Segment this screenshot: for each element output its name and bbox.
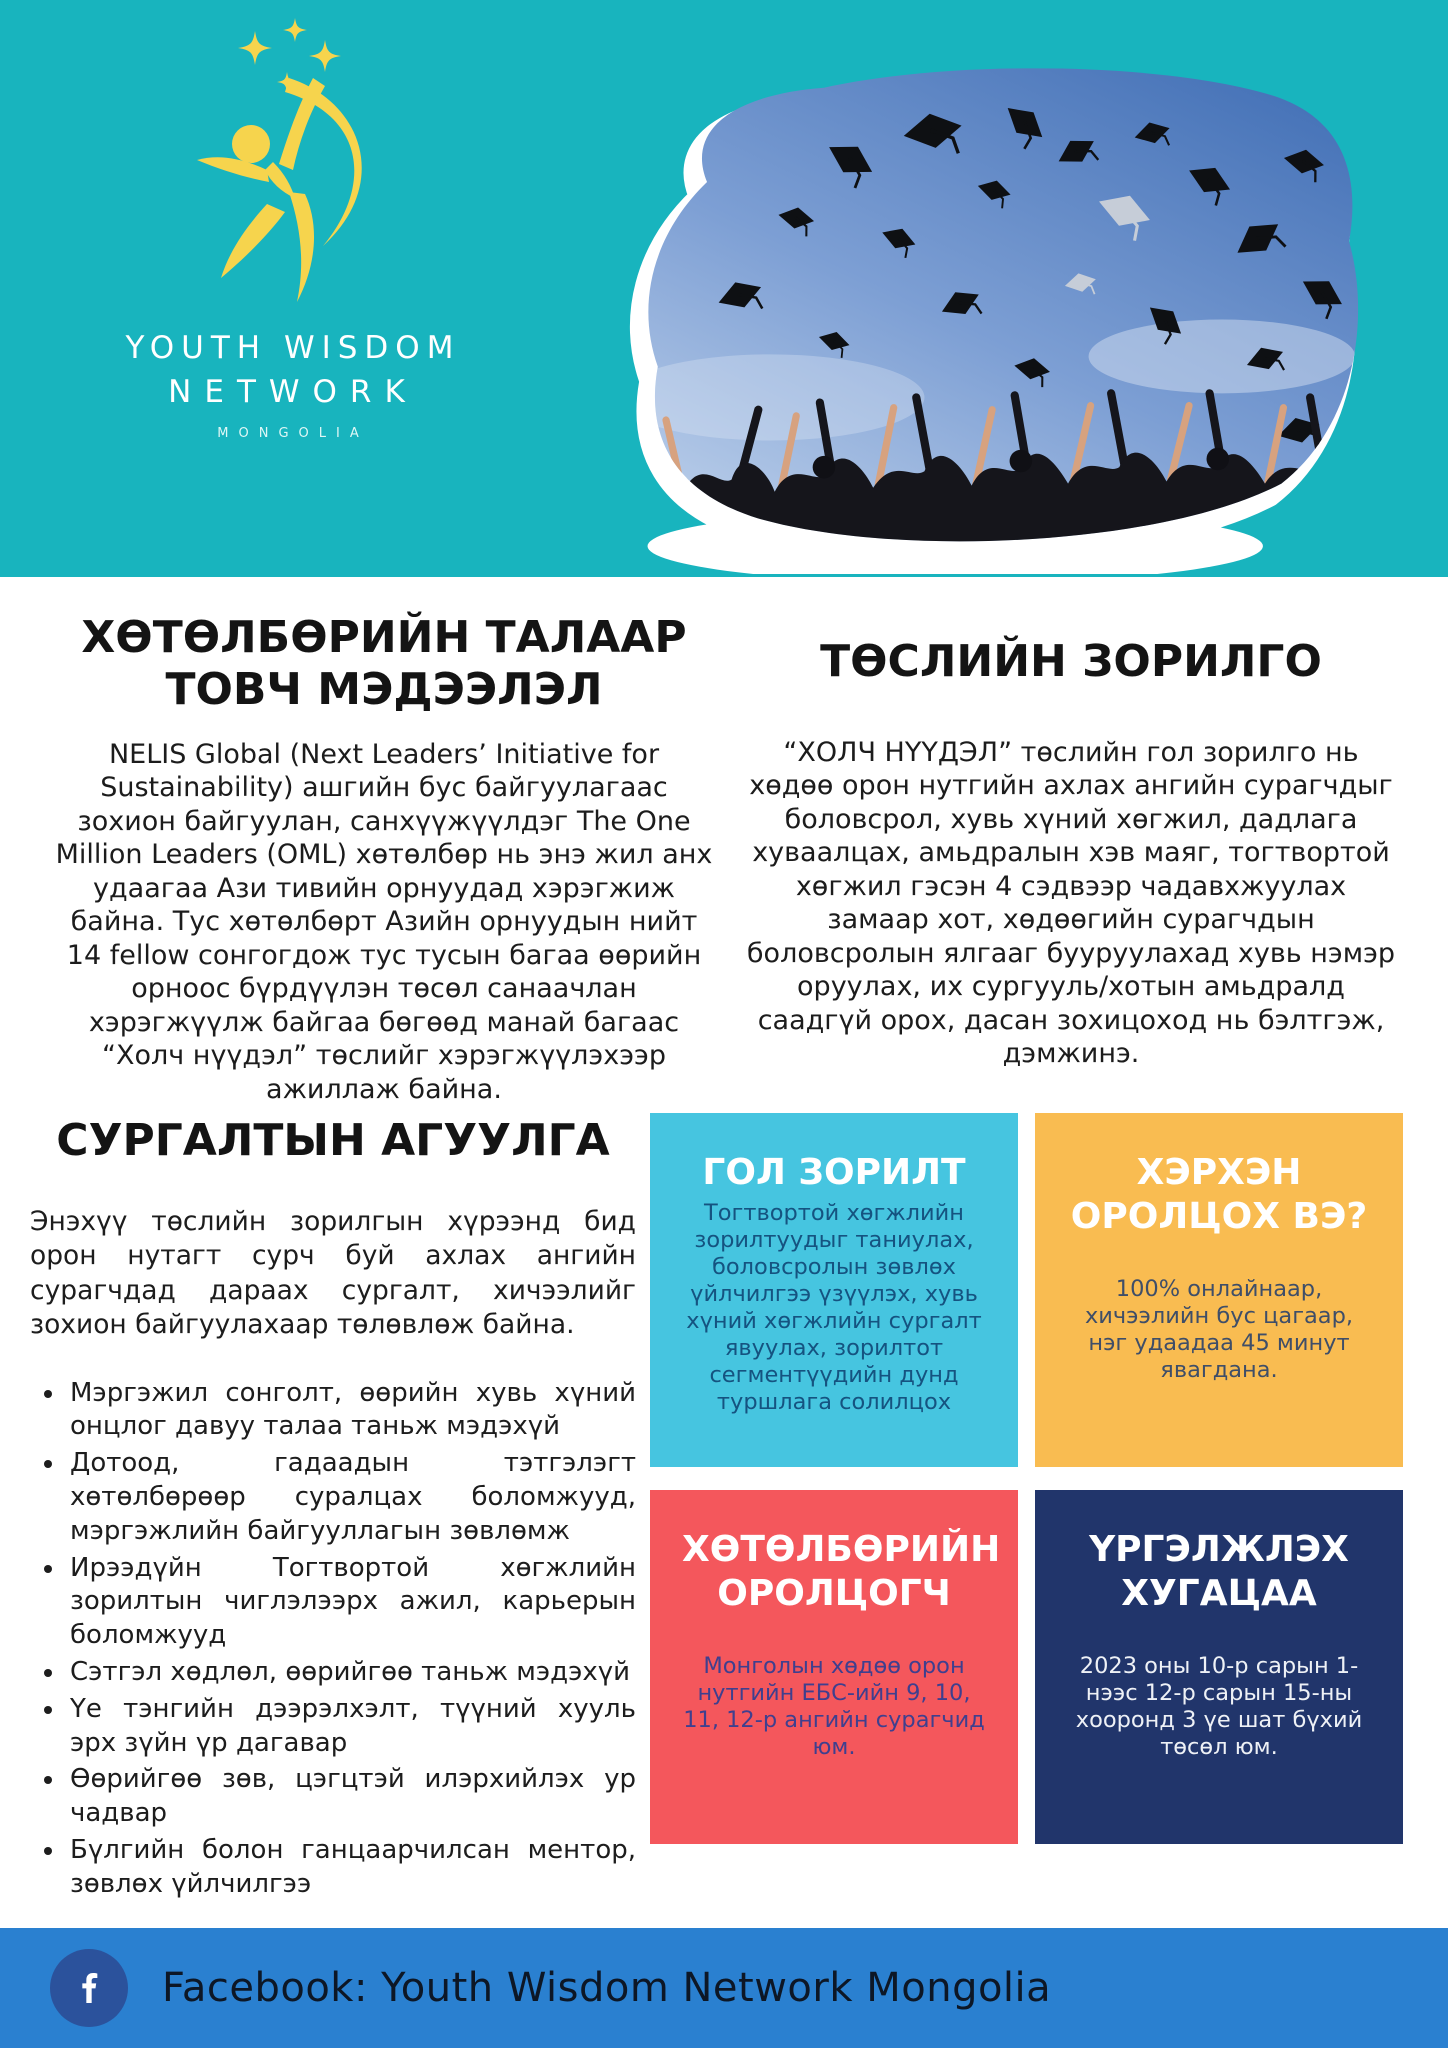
ywn-logo (0, 0, 560, 480)
bottom-section (30, 1105, 1418, 1905)
card-title: ҮРГЭЛЖЛЭХ ХУГАЦАА (1089, 1529, 1349, 1614)
card-title: ХӨТӨЛБӨРИЙН ОРОЛЦОГЧ (682, 1529, 1001, 1614)
footer-label: Facebook: Youth Wisdom Network Mongolia (162, 1965, 1052, 2011)
wordmark-line3: MONGOLIA (217, 426, 369, 441)
card-participants (650, 1490, 1018, 1844)
wordmark-line2: NETWORK (168, 374, 418, 410)
header-banner (0, 0, 1448, 577)
ywn-logo-figure (193, 12, 443, 342)
card-how-to-participate (1035, 1113, 1403, 1467)
info-cards-grid (650, 1113, 1403, 1905)
wordmark-line1: YOUTH WISDOM (125, 330, 461, 366)
program-info-body: NELIS Global (Next Leaders’ Initiative for Sustainability) ашгийн бус байгуулагаас зохион байгуулан, санхүүжүүлдэг The One Million Leaders (OML) хөтөлбөр нь энэ жил анх удаагаа Ази тивийн орнуудад хэрэгжиж байна. Тус хөтөлбөрт Азийн орнуудын нийт 14 fellow сонгогдож тус тусын багаа өөрийн орноос бүрдүүлэн төсөл санаачлан хэрэгжүүлж байгаа бөгөөд манай багаас “Холч нүүдэл” төслийг хэрэгжүүлэхээр ажиллаж байна. (55, 738, 713, 1105)
curriculum-title: СУРГАЛТЫН АГУУЛГА (56, 1115, 610, 1166)
project-goal-body: “ХОЛЧ НҮҮДЭЛ” төслийн гол зорилго нь хөдөө орон нутгийн ахлах ангийн сурагчдыг боловсрол, хувь хүний хөгжил, дадлага хуваалцах, амьдралын хэв маяг, тогтвортой хөгжил гэсэн 4 сэдвээр чадавхжуулах замаар хот, хөдөөгийн сурагчдын боловсролын ялгааг бууруулахад хувь нэмэр оруулах, их сургууль/хотын амьдралд саадгүй орох, дасан зохицоход нь бэлтгэж, дэмжинэ. (746, 736, 1396, 1070)
intro-section (52, 612, 1398, 1106)
ywn-wordmark (53, 330, 533, 441)
list-item: • Мэргэжил сонголт, өөрийн хувь хүний онцлог давуу талаа таньж мэдэхүй (66, 1377, 636, 1445)
list-item: • Дотоод, гадаадын тэтгэлэгт хөтөлбөрөөр суралцах боломжууд, мэргэжлийн байгууллагын зөвлөмж (66, 1447, 636, 1548)
project-goal-title: ТӨСЛИЙН ЗОРИЛГО (820, 636, 1322, 687)
card-main-goal (650, 1113, 1018, 1467)
list-item: • Үе тэнгийн дээрэлхэлт, түүний хууль эрх зүйн үр дагавар (66, 1693, 636, 1761)
facebook-icon (50, 1949, 128, 2027)
curriculum-bullet-list (30, 1377, 636, 1902)
card-title: ХЭРХЭН ОРОЛЦОХ ВЭ? (1070, 1152, 1368, 1237)
card-body: 100% онлайнаар, хичээлийн бус цагаар, нэг удаадаа 45 минут явагдана. (1084, 1275, 1354, 1383)
list-item: • Ирээдүйн Тогтвортой хөгжлийн зорилтын чиглэлээрх ажил, карьерын боломжууд (66, 1552, 636, 1653)
project-goal-column (744, 612, 1398, 1106)
list-item: • Өөрийгөө зөв, цэгцтэй илэрхийлэх ур чадвар (66, 1763, 636, 1831)
dancing-figure (197, 78, 362, 302)
card-title: ГОЛ ЗОРИЛТ (702, 1152, 966, 1193)
card-body: Монголын хөдөө орон нутгийн ЕБС-ийн 9, 10, 11, 12-р ангийн сурагчид юм. (683, 1652, 985, 1760)
list-item: • Бүлгийн болон ганцаарчилсан ментор, зөвлөх үйлчилгээ (66, 1834, 636, 1902)
list-item: • Сэтгэл хөдлөл, өөрийгөө таньж мэдэхүй (66, 1656, 636, 1690)
graduation-photo (586, 26, 1386, 574)
curriculum-column (30, 1105, 636, 1905)
curriculum-intro: Энэхүү төслийн зорилгын хүрээнд бид орон нутагт сурч буй ахлах ангийн сурагчдад дараах сургалт, хичээлийг зохион байгуулахаар төлөвлөж байна. (30, 1205, 636, 1341)
facebook-f-glyph (69, 1968, 109, 2008)
program-info-title: ХӨТӨЛБӨРИЙН ТАЛААР ТОВЧ МЭДЭЭЛЭЛ (81, 612, 687, 715)
footer-bar (0, 1928, 1448, 2048)
card-body: Тогтвортой хөгжлийн зорилтуудыг таниулах, боловсролын зөвлөх үйлчилгээ үзүүлэх, хувь хүний хөгжлийн сургалт явуулах, зорилтот сегментүүдийн дунд туршлага солилцох (686, 1199, 982, 1415)
card-duration (1035, 1490, 1403, 1844)
card-body: 2023 оны 10-р сарын 1-нээс 12-р сарын 15-ны хооронд 3 үе шат бүхий төсөл юм. (1075, 1652, 1363, 1760)
program-info-column (52, 612, 716, 1106)
